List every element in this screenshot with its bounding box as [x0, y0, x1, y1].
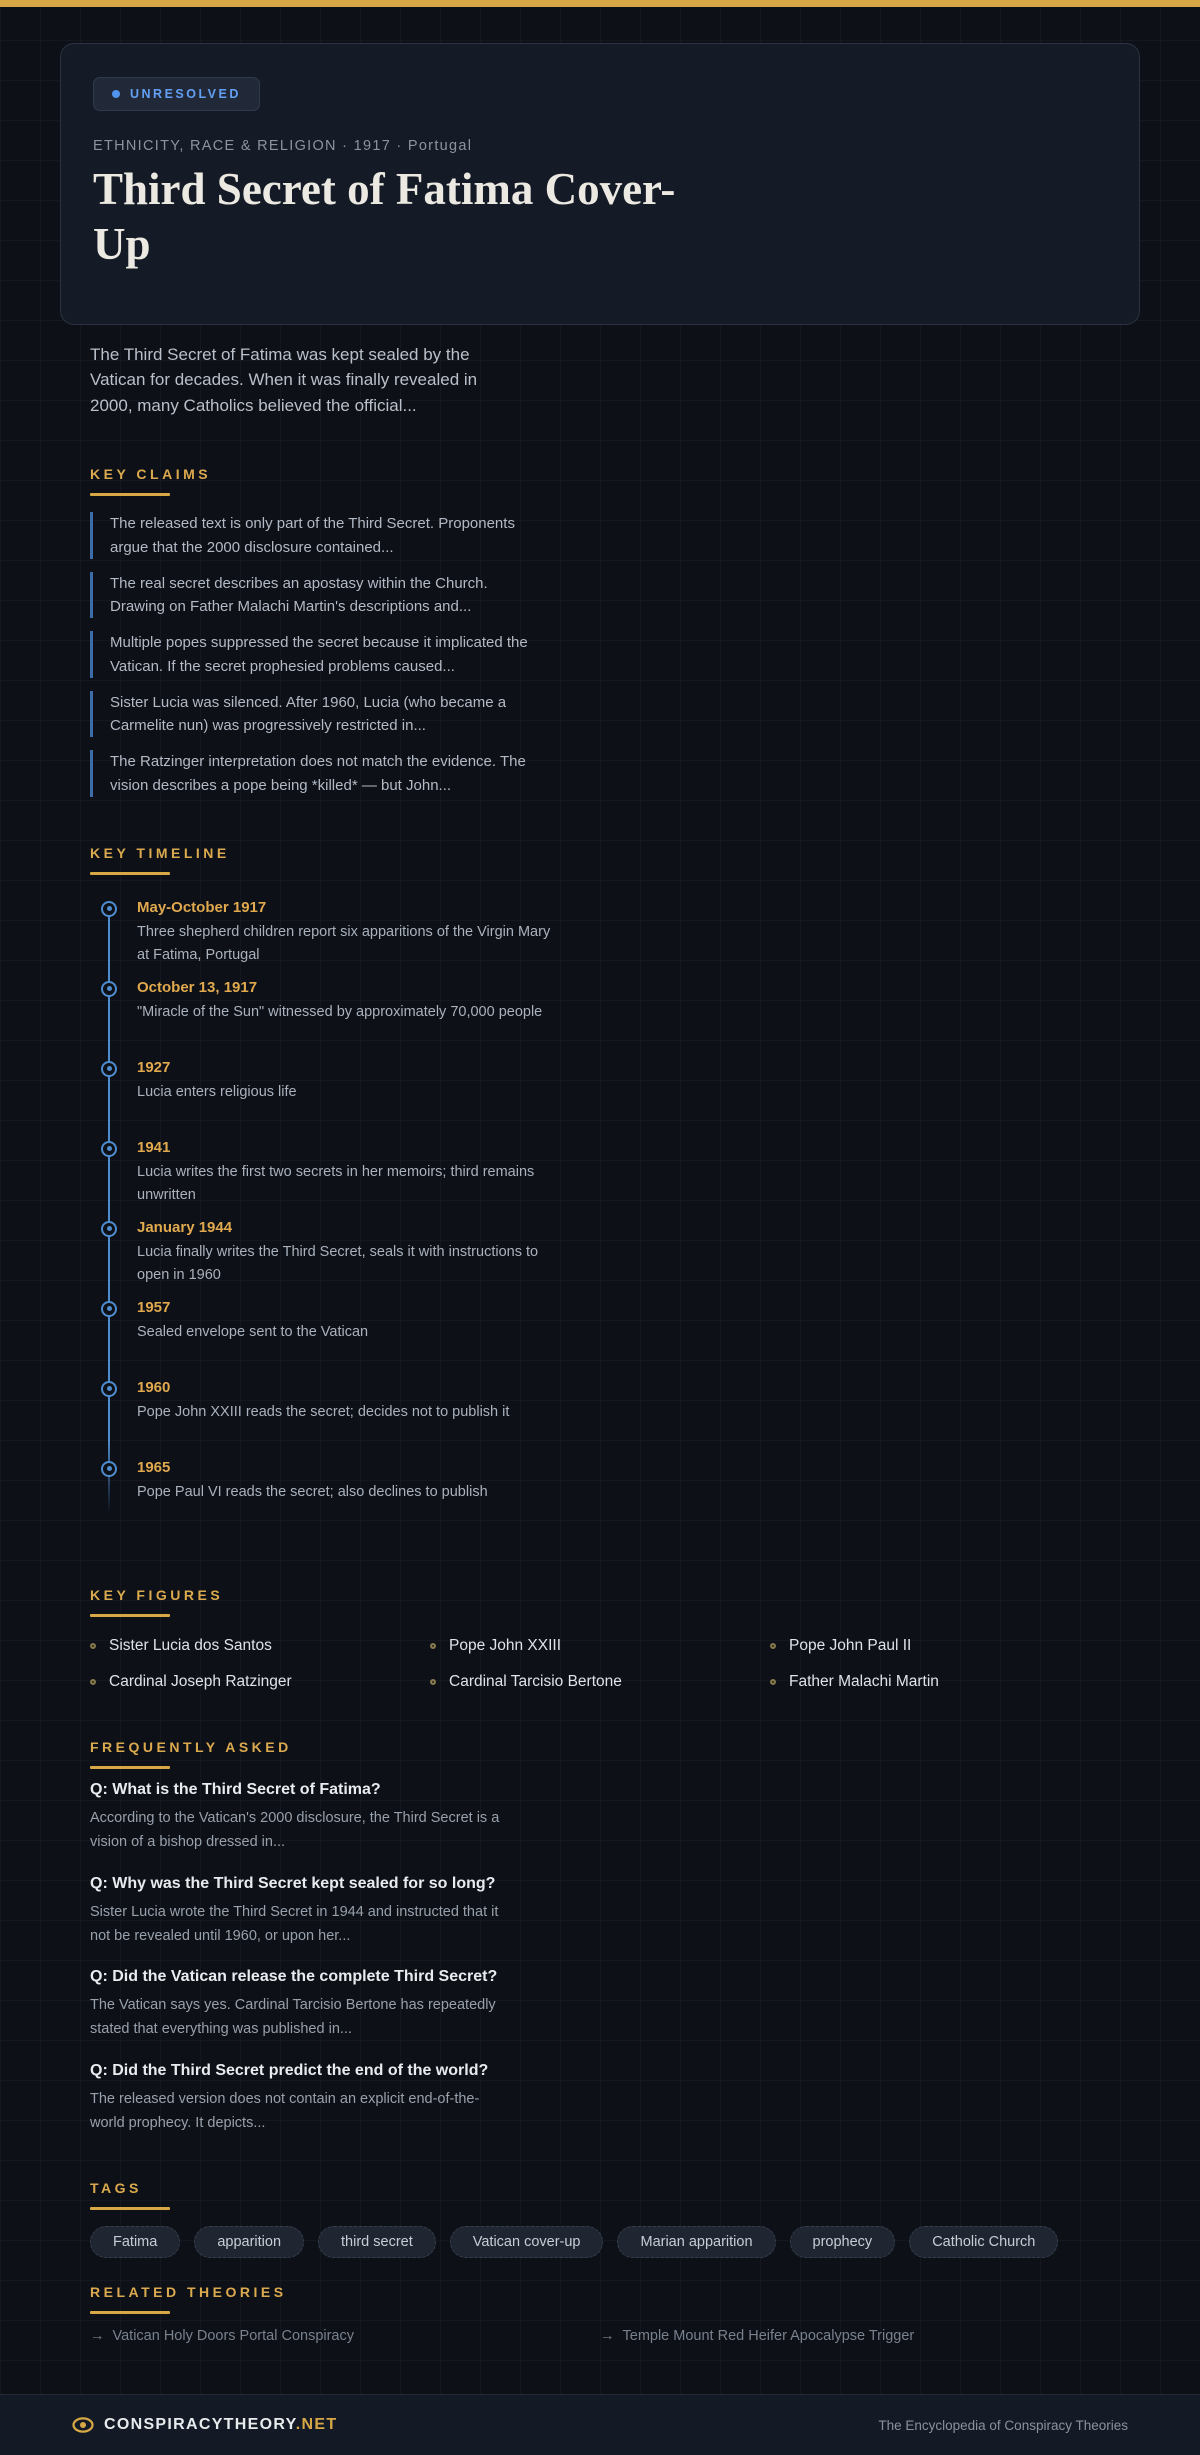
related-theory-label: Vatican Holy Doors Portal Conspiracy [112, 2328, 354, 2345]
tag-pill[interactable]: prophecy [790, 2226, 896, 2258]
timeline-text: Sealed envelope sent to the Vatican [137, 1323, 369, 1340]
section-underline [90, 493, 170, 496]
section-underline [90, 1766, 170, 1769]
bullet-icon [430, 1643, 436, 1649]
timeline-event [137, 1379, 1110, 1459]
claim-item: The released text is only part of the Third Secret. Proponents argue that the 2000 disclosure contained... [90, 512, 535, 559]
tag-pill[interactable]: apparition [194, 2226, 304, 2258]
timeline-marker-icon [101, 1141, 117, 1157]
tag-pill[interactable]: Marian apparition [617, 2226, 775, 2258]
arrow-icon: → [600, 2328, 615, 2345]
figure-item [430, 1673, 770, 1691]
faq-answer: According to the Vatican's 2000 disclosure, the Third Secret is a vision of a bishop dressed in... [90, 1809, 500, 1850]
key-claims-section [90, 466, 1110, 797]
tag-pill[interactable]: Catholic Church [909, 2226, 1058, 2258]
figure-item [770, 1673, 1110, 1691]
figure-name: Cardinal Tarcisio Bertone [449, 1672, 622, 1690]
claim-item: Multiple popes suppressed the secret because it implicated the Vatican. If the secret prophesied problems caused... [90, 631, 535, 678]
timeline-text: Lucia enters religious life [137, 1083, 297, 1100]
bullet-icon [90, 1643, 96, 1649]
related-theories-section [90, 2284, 1110, 2344]
timeline-marker-icon [101, 1301, 117, 1317]
timeline-date: 1957 [137, 1298, 171, 1316]
timeline-text: Lucia finally writes the Third Secret, seals it with instructions to open in 1960 [137, 1243, 539, 1283]
key-figures-heading: KEY FIGURES [90, 1586, 224, 1603]
figure-name: Pope John Paul II [789, 1636, 912, 1654]
timeline-marker-icon [101, 901, 117, 917]
figure-item [430, 1637, 770, 1655]
section-head [90, 2180, 1110, 2210]
faq-list [90, 1781, 1110, 2136]
figure-name: Father Malachi Martin [789, 1672, 939, 1690]
claim-item: Sister Lucia was silenced. After 1960, Lucia (who became a Carmelite nun) was progressively restricted in... [90, 691, 535, 738]
timeline-text: "Miracle of the Sun" witnessed by approximately 70,000 people [137, 1003, 543, 1020]
figures-grid [90, 1637, 1110, 1691]
timeline-marker-icon [101, 1381, 117, 1397]
timeline-marker-icon [101, 1461, 117, 1477]
faq-item [90, 1875, 560, 1949]
timeline-date: January 1944 [137, 1218, 233, 1236]
tag-pill[interactable]: Vatican cover-up [450, 2226, 604, 2258]
timeline-event [137, 899, 1110, 979]
status-dot-icon [112, 90, 120, 98]
faq-item [90, 1781, 560, 1855]
page-title: Third Secret of Fatima Cover-Up [93, 164, 676, 269]
timeline-event [137, 979, 1110, 1059]
timeline-marker-icon [101, 1221, 117, 1237]
key-claims-heading: KEY CLAIMS [90, 466, 212, 483]
figure-item [90, 1637, 430, 1655]
faq-answer: The Vatican says yes. Cardinal Tarcisio Bertone has repeatedly stated that everything was published in... [90, 1997, 496, 2038]
related-heading: RELATED THEORIES [90, 2284, 287, 2301]
bullet-icon [430, 1679, 436, 1685]
section-underline [90, 2207, 170, 2210]
eye-icon [72, 2417, 94, 2433]
key-figures-section [90, 1587, 1110, 1691]
figure-name: Pope John XXIII [449, 1636, 562, 1654]
claims-list [90, 512, 1110, 797]
faq-question: Q: Did the Third Secret predict the end of the world? [90, 2062, 489, 2080]
related-theory-label: Temple Mount Red Heifer Apocalypse Trigger [622, 2328, 915, 2345]
faq-answer: Sister Lucia wrote the Third Secret in 1944 and instructed that it not be revealed until 1960, or upon her... [90, 1903, 499, 1944]
timeline-marker-icon [101, 1061, 117, 1077]
timeline-text: Lucia writes the first two secrets in her memoirs; third remains unwritten [137, 1163, 535, 1203]
section-underline [90, 2311, 170, 2314]
faq-heading: FREQUENTLY ASKED [90, 1738, 292, 1755]
timeline-date: 1965 [137, 1458, 171, 1476]
theory-header-card [60, 43, 1140, 325]
brand-tld: .NET [295, 2416, 338, 2434]
tag-pill[interactable]: third secret [318, 2226, 436, 2258]
faq-section [90, 1739, 1110, 2136]
timeline-text: Three shepherd children report six apparitions of the Virgin Mary at Fatima, Portugal [137, 923, 551, 963]
key-timeline-heading: KEY TIMELINE [90, 844, 230, 861]
category-breadcrumb: ETHNICITY, RACE & RELIGION · 1917 · Portugal [93, 138, 473, 154]
status-badge [93, 77, 260, 111]
faq-answer: The released version does not contain an explicit end-of-the-world prophecy. It depicts... [90, 2091, 480, 2132]
timeline [90, 899, 1110, 1539]
tag-pill[interactable]: Fatima [90, 2226, 180, 2258]
related-links [90, 2328, 1110, 2344]
faq-item [90, 2062, 560, 2136]
timeline-date: October 13, 1917 [137, 978, 258, 996]
timeline-date: 1927 [137, 1058, 171, 1076]
timeline-text: Pope John XXIII reads the secret; decides not to publish it [137, 1403, 510, 1420]
timeline-event [137, 1219, 1110, 1299]
figure-name: Cardinal Joseph Ratzinger [109, 1672, 292, 1690]
section-underline [90, 1614, 170, 1617]
timeline-date: May-October 1917 [137, 898, 267, 916]
top-accent-bar [0, 0, 1200, 7]
bullet-icon [770, 1679, 776, 1685]
tags-section [90, 2180, 1110, 2258]
timeline-event [137, 1459, 1110, 1539]
site-logo[interactable] [72, 2416, 337, 2434]
faq-item [90, 1968, 560, 2042]
site-footer [0, 2394, 1200, 2455]
timeline-marker-icon [101, 981, 117, 997]
figure-item [770, 1637, 1110, 1655]
figure-item [90, 1673, 430, 1691]
tag-row [90, 2226, 1110, 2258]
section-underline [90, 872, 170, 875]
section-head [90, 1739, 1110, 1769]
tags-heading: TAGS [90, 2180, 142, 2197]
figure-name: Sister Lucia dos Santos [109, 1636, 272, 1654]
section-head [90, 1587, 1110, 1617]
bullet-icon [770, 1643, 776, 1649]
claim-item: The Ratzinger interpretation does not match the evidence. The vision describes a pope being *killed* — but John... [90, 750, 535, 797]
timeline-event [137, 1139, 1110, 1219]
timeline-text: Pope Paul VI reads the secret; also declines to publish [137, 1483, 488, 1500]
faq-question: Q: Did the Vatican release the complete Third Secret? [90, 1968, 498, 1986]
timeline-event [137, 1059, 1110, 1139]
bullet-icon [90, 1679, 96, 1685]
section-head [90, 466, 1110, 496]
timeline-date: 1960 [137, 1378, 171, 1396]
theory-description: The Third Secret of Fatima was kept sealed by the Vatican for decades. When it was finally revealed in 2000, many Catholics believed the official... [90, 344, 478, 415]
main-content [0, 7, 1200, 2344]
brand-name: CONSPIRACYTHEORY [104, 2416, 296, 2434]
arrow-icon: → [90, 2328, 105, 2345]
timeline-event [137, 1299, 1110, 1379]
claim-item: The real secret describes an apostasy within the Church. Drawing on Father Malachi Martin's descriptions and... [90, 572, 535, 619]
key-timeline-section [90, 845, 1110, 1539]
timeline-date: 1941 [137, 1138, 171, 1156]
status-badge-label: UNRESOLVED [130, 87, 241, 101]
faq-question: Q: Why was the Third Secret kept sealed for so long? [90, 1874, 496, 1892]
related-theory-link[interactable] [600, 2328, 1110, 2344]
faq-question: Q: What is the Third Secret of Fatima? [90, 1780, 381, 1798]
footer-tagline: The Encyclopedia of Conspiracy Theories [878, 2417, 1128, 2433]
section-head [90, 2284, 1110, 2314]
section-head [90, 845, 1110, 875]
related-theory-link[interactable] [90, 2328, 600, 2344]
